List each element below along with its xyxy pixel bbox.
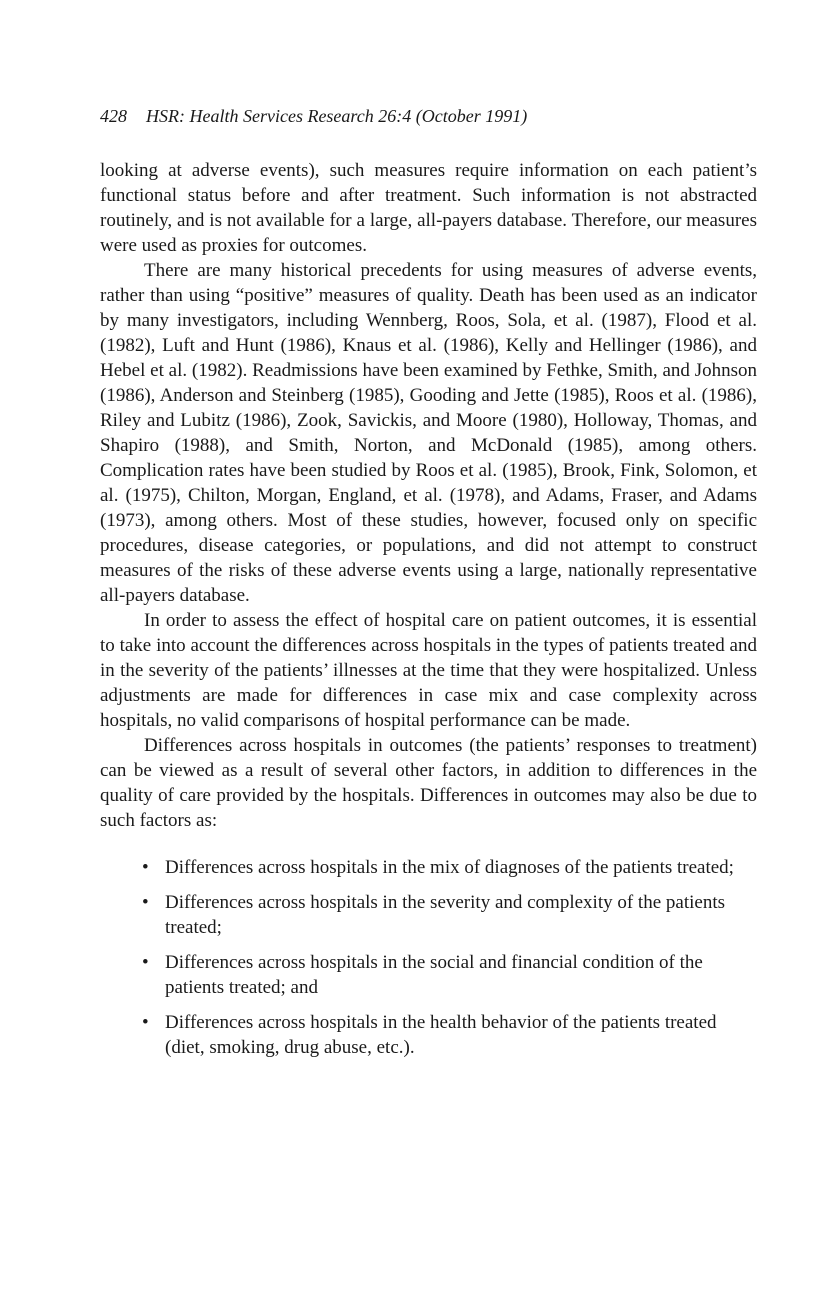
- list-item: [140, 890, 757, 940]
- bullet-icon: •: [142, 892, 149, 913]
- body-text: [100, 158, 757, 833]
- bullet-icon: •: [142, 857, 149, 878]
- factors-list: [140, 855, 757, 1060]
- paragraph-differences: Differences across hospitals in outcomes (the patients’ responses to treatment) can be viewed as a result of several other factors, in addition to differences in the quality of care provided by the hospitals. Differences in outcomes may also be due to such factors as:: [100, 735, 757, 831]
- list-item: [140, 950, 757, 1000]
- list-item-text: Differences across hospitals in the severity and complexity of the patients treated;: [165, 892, 725, 938]
- bullet-icon: •: [142, 952, 149, 973]
- list-item: [140, 855, 757, 880]
- list-item: [140, 1010, 757, 1060]
- list-item-text: Differences across hospitals in the mix of diagnoses of the patients treated;: [165, 857, 734, 878]
- paragraph-continued: looking at adverse events), such measures require information on each patient’s functional status before and after treatment. Such information is not abstracted routinely, and is not available for a large, all-payers database. Therefore, our measures were used as proxies for outcomes.: [100, 160, 757, 256]
- page: [100, 104, 757, 1070]
- list-item-text: Differences across hospitals in the health behavior of the patients treated (diet, smoking, drug abuse, etc.).: [165, 1012, 717, 1058]
- running-head: [100, 104, 757, 128]
- bullet-icon: •: [142, 1012, 149, 1033]
- paragraph-historical-precedents: There are many historical precedents for using measures of adverse events, rather than using “positive” measures of quality. Death has been used as an indicator by many investigators, including Wennberg, Roos, Sola, et al. (1987), Flood et al. (1982), Luft and Hunt (1986), Knaus et al. (1986), Kelly and Hellinger (1986), and Hebel et al. (1982). Readmissions have been examined by Fethke, Smith, and Johnson (1986), Anderson and Steinberg (1985), Gooding and Jette (1985), Roos et al. (1986), Riley and Lubitz (1986), Zook, Savickis, and Moore (1980), Holloway, Thomas, and Shapiro (1988), and Smith, Norton, and McDonald (1985), among others. Complication rates have been studied by Roos et al. (1985), Brook, Fink, Solomon, et al. (1975), Chilton, Morgan, England, et al. (1978), and Adams, Fraser, and Adams (1973), among others. Most of these studies, however, focused only on specific procedures, disease categories, or populations, and did not attempt to construct measures of the risks of these adverse events using a large, nationally representative all-payers database.: [100, 260, 757, 606]
- journal-title: HSR: Health Services Research 26:4 (October 1991): [146, 106, 528, 126]
- page-number: 428: [100, 106, 127, 126]
- paragraph-hospital-care: In order to assess the effect of hospital care on patient outcomes, it is essential to take into account the differences across hospitals in the types of patients treated and in the severity of the patients’ illnesses at the time that they were hospitalized. Unless adjustments are made for differences in case mix and case complexity across hospitals, no valid comparisons of hospital performance can be made.: [100, 610, 757, 731]
- list-item-text: Differences across hospitals in the social and financial condition of the patients treated; and: [165, 952, 703, 998]
